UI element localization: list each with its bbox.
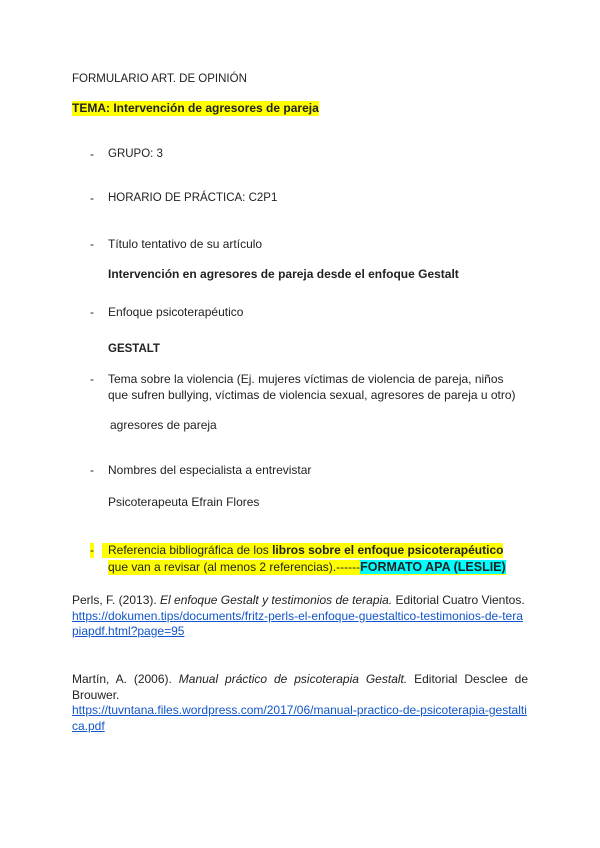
reference-link[interactable]: https://dokumen.tips/documents/fritz-perls-el-enfoque-guestaltico-testimonios-de-terapiapdf.html?page=95 xyxy=(72,608,523,638)
violence-topic-value: agresores de pareja xyxy=(110,418,217,432)
title-value: Intervención en agresores de pareja desde el enfoque Gestalt xyxy=(108,267,459,281)
reference-title: El enfoque Gestalt y testimonios de terapia. xyxy=(160,593,393,607)
specialist-label: Nombres del especialista a entrevistar xyxy=(108,463,312,477)
bullet-dash: - xyxy=(90,463,94,477)
reference-instruction-text: Referencia bibliográfica de los xyxy=(108,543,273,557)
form-title: FORMULARIO ART. DE OPINIÓN xyxy=(72,73,247,85)
bullet-dash: - xyxy=(90,372,94,386)
topic-heading: TEMA: Intervención de agresores de pareja xyxy=(72,101,319,115)
reference-publisher: Editorial Desclee de Brouwer. xyxy=(72,672,528,702)
reference-instruction-bold: libros sobre el enfoque psicoterapéutico xyxy=(272,543,504,557)
reference-entry xyxy=(72,593,528,640)
approach-value: GESTALT xyxy=(108,343,160,355)
title-label: Título tentativo de su artículo xyxy=(108,237,263,251)
reference-authors: Perls, F. (2013). xyxy=(72,593,161,607)
violence-topic-line2: que sufren bullying, víctimas de violencia sexual, agresores de pareja u otro) xyxy=(108,388,516,402)
reference-authors: Martín, A. (2006). xyxy=(72,672,179,686)
specialist-value: Psicoterapeuta Efrain Flores xyxy=(108,495,260,509)
apa-format-badge: FORMATO APA (LESLIE) xyxy=(360,560,506,574)
bullet-dash: - xyxy=(90,305,94,319)
approach-label: Enfoque psicoterapéutico xyxy=(108,305,244,319)
bullet-dash: - xyxy=(90,543,94,557)
reference-publisher: Editorial Cuatro Vientos. xyxy=(392,593,525,607)
bullet-dash: - xyxy=(90,147,94,161)
reference-instruction-line2 xyxy=(108,560,506,575)
reference-entry xyxy=(72,672,528,734)
reference-title: Manual práctico de psicoterapia Gestalt. xyxy=(178,672,408,686)
reference-instruction-text2: que van a revisar (al menos 2 referencias).------ xyxy=(108,560,361,574)
reference-link[interactable]: https://tuvntana.files.wordpress.com/2017/06/manual-practico-de-psicoterapia-gestaltica.pdf xyxy=(72,703,527,733)
violence-topic-line1: Tema sobre la violencia (Ej. mujeres víctimas de violencia de pareja, niños xyxy=(108,372,504,386)
bullet-dash: - xyxy=(90,191,94,205)
reference-instruction-line1 xyxy=(102,543,503,558)
bullet-dash: - xyxy=(90,237,94,251)
group-field: GRUPO: 3 xyxy=(108,148,163,160)
schedule-field: HORARIO DE PRÁCTICA: C2P1 xyxy=(108,192,278,204)
